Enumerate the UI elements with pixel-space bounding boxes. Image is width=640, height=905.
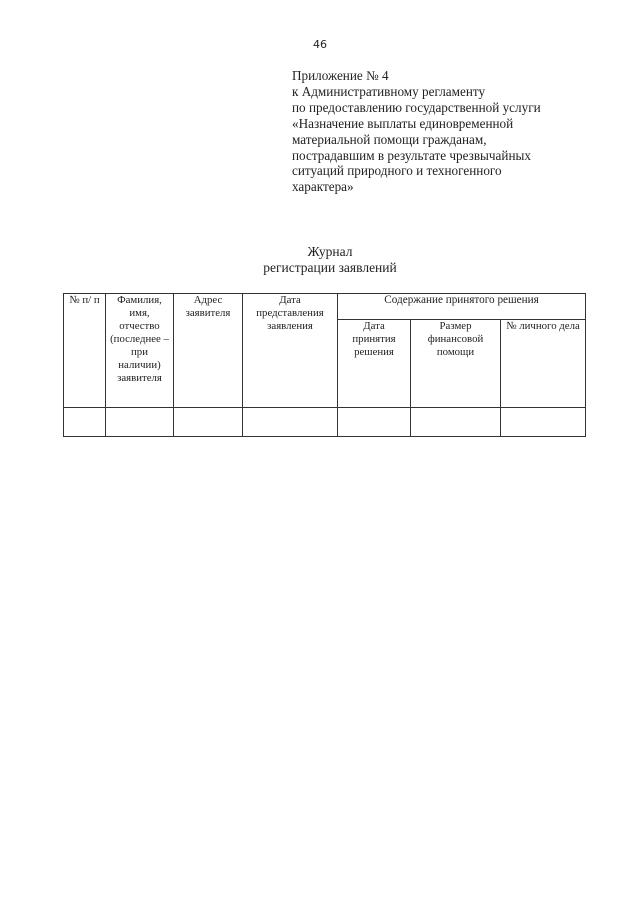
journal-title-line: Журнал <box>307 244 353 259</box>
registration-table <box>63 293 586 437</box>
table-cell <box>501 408 586 437</box>
header-case-number: № личного дела <box>501 320 586 408</box>
table-cell <box>64 408 106 437</box>
page-number: 46 <box>313 38 327 51</box>
header-applicant-name: Фамилия, имя, отчество (последнее – при наличии) заявителя <box>106 294 174 408</box>
appendix-line: Приложение № 4 <box>292 68 389 83</box>
header-applicant-address: Адрес заявителя <box>174 294 243 408</box>
appendix-line: по предоставлению государственной услуги <box>292 99 541 115</box>
header-decision-group: Содержание принятого решения <box>338 294 586 320</box>
table-row <box>64 408 586 437</box>
appendix-line: пострадавшим в результате чрезвычайных <box>292 147 531 163</box>
journal-title <box>0 244 640 276</box>
header-number: № п/ п <box>64 294 106 408</box>
appendix-line: ситуаций природного и техногенного <box>292 163 502 179</box>
table-cell <box>106 408 174 437</box>
table-cell <box>411 408 501 437</box>
appendix-line: «Назначение выплаты единовременной <box>292 115 514 131</box>
table-cell <box>338 408 411 437</box>
header-aid-amount: Размер финансовой помощи <box>411 320 501 408</box>
header-submission-date: Дата представления заявления <box>243 294 338 408</box>
appendix-line: материальной помощи гражданам, <box>292 131 487 147</box>
journal-title-line: регистрации заявлений <box>263 260 397 275</box>
appendix-heading <box>292 68 592 195</box>
header-decision-date: Дата принятия решения <box>338 320 411 408</box>
appendix-line: к Административному регламенту <box>292 83 486 99</box>
appendix-line: характера» <box>292 179 354 195</box>
table-cell <box>243 408 338 437</box>
table-cell <box>174 408 243 437</box>
